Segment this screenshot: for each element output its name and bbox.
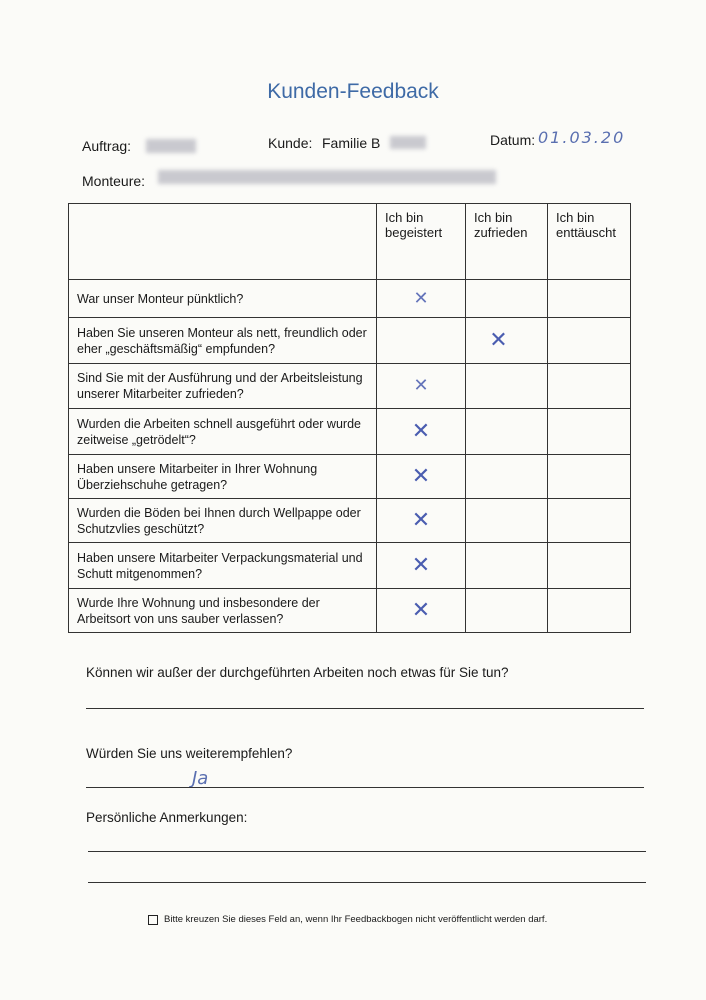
rating-cell-zufrieden[interactable]	[466, 455, 548, 499]
rating-cell-zufrieden[interactable]	[466, 499, 548, 543]
question-personal-remarks: Persönliche Anmerkungen:	[86, 810, 248, 825]
rating-cell-zufrieden[interactable]	[466, 589, 548, 633]
answer-line-additional-services[interactable]	[86, 708, 644, 709]
table-row	[69, 364, 631, 409]
kunde-label: Kunde:	[268, 135, 313, 151]
feedback-table	[68, 203, 631, 633]
monteure-redacted-value	[158, 170, 496, 184]
question-cell: Sind Sie mit der Ausführung und der Arbeitsleistung unserer Mitarbeiter zufrieden?	[69, 364, 377, 409]
rating-cell-enttaeuscht[interactable]	[548, 409, 631, 455]
table-row	[69, 589, 631, 633]
publication-opt-out-label: Bitte kreuzen Sie dieses Feld an, wenn Ihr Feedbackbogen nicht veröffentlicht werden darf.	[164, 914, 548, 925]
table-row	[69, 499, 631, 543]
question-cell: Wurden die Arbeiten schnell ausgeführt oder wurde zeitweise „getrödelt“?	[69, 409, 377, 455]
checkmark-x-icon: ✕	[411, 418, 431, 444]
rating-cell-zufrieden[interactable]	[466, 543, 548, 589]
table-row	[69, 455, 631, 499]
column-header-begeistert: Ich bin begeistert	[377, 204, 466, 280]
datum-label: Datum:	[490, 132, 536, 148]
rating-cell-begeistert[interactable]	[377, 455, 466, 499]
column-header-zufrieden: Ich bin zufrieden	[466, 204, 548, 280]
auftrag-redacted-value	[146, 139, 196, 153]
question-recommend: Würden Sie uns weiterempfehlen?	[86, 746, 293, 761]
rating-cell-begeistert[interactable]	[377, 543, 466, 589]
table-row	[69, 280, 631, 318]
monteure-label: Monteure:	[82, 173, 146, 189]
answer-line-remarks-1[interactable]	[88, 851, 646, 852]
question-cell: Wurde Ihre Wohnung und insbesondere der Arbeitsort von uns sauber verlassen?	[69, 589, 377, 633]
rating-cell-zufrieden[interactable]	[466, 409, 548, 455]
rating-cell-enttaeuscht[interactable]	[548, 589, 631, 633]
table-row	[69, 543, 631, 589]
rating-cell-enttaeuscht[interactable]	[548, 455, 631, 499]
rating-cell-zufrieden[interactable]	[466, 364, 548, 409]
question-cell: Wurden die Böden bei Ihnen durch Wellpappe oder Schutzvlies geschützt?	[69, 499, 377, 543]
rating-cell-enttaeuscht[interactable]	[548, 499, 631, 543]
rating-cell-enttaeuscht[interactable]	[548, 318, 631, 364]
kunde-value: Familie B	[322, 135, 381, 151]
rating-cell-begeistert[interactable]	[377, 280, 466, 318]
rating-cell-zufrieden[interactable]	[466, 318, 548, 364]
checkmark-x-icon: ✕	[411, 507, 431, 533]
checkmark-x-icon: ✕	[411, 552, 431, 578]
answer-line-recommend[interactable]	[86, 787, 644, 788]
checkmark-x-icon: ✕	[489, 327, 508, 353]
publication-opt-out-checkbox[interactable]	[148, 915, 158, 925]
form-title: Kunden-Feedback	[267, 80, 439, 103]
checkmark-x-icon: ✕	[413, 375, 429, 396]
answer-line-remarks-2[interactable]	[88, 882, 646, 883]
question-cell: Haben unsere Mitarbeiter in Ihrer Wohnung Überziehschuhe getragen?	[69, 455, 377, 499]
auftrag-label: Auftrag:	[82, 138, 132, 154]
question-cell: Haben unsere Mitarbeiter Verpackungsmaterial und Schutt mitgenommen?	[69, 543, 377, 589]
rating-cell-begeistert[interactable]	[377, 409, 466, 455]
kunde-redacted-value	[390, 136, 426, 149]
checkmark-x-icon: ✕	[411, 597, 431, 623]
publication-consent	[148, 914, 547, 925]
rating-cell-enttaeuscht[interactable]	[548, 543, 631, 589]
question-cell: War unser Monteur pünktlich?	[69, 280, 377, 318]
table-header-row	[69, 204, 631, 280]
rating-cell-begeistert[interactable]	[377, 499, 466, 543]
checkmark-x-icon: ✕	[411, 463, 431, 489]
column-header-enttaeuscht: Ich bin enttäuscht	[548, 204, 631, 280]
datum-value[interactable]: 01.03.20	[538, 128, 626, 147]
rating-cell-begeistert[interactable]	[377, 318, 466, 364]
rating-cell-begeistert[interactable]	[377, 364, 466, 409]
rating-cell-enttaeuscht[interactable]	[548, 364, 631, 409]
table-row	[69, 409, 631, 455]
checkmark-x-icon: ✕	[413, 287, 429, 309]
question-cell: Haben Sie unseren Monteur als nett, freundlich oder eher „geschäftsmäßig“ empfunden?	[69, 318, 377, 364]
table-row	[69, 318, 631, 364]
recommend-answer[interactable]: Ja	[192, 768, 209, 789]
rating-cell-zufrieden[interactable]	[466, 280, 548, 318]
feedback-table-body	[69, 280, 631, 633]
question-column-header	[69, 204, 377, 280]
rating-cell-enttaeuscht[interactable]	[548, 280, 631, 318]
rating-cell-begeistert[interactable]	[377, 589, 466, 633]
question-additional-services: Können wir außer der durchgeführten Arbeiten noch etwas für Sie tun?	[86, 665, 509, 680]
